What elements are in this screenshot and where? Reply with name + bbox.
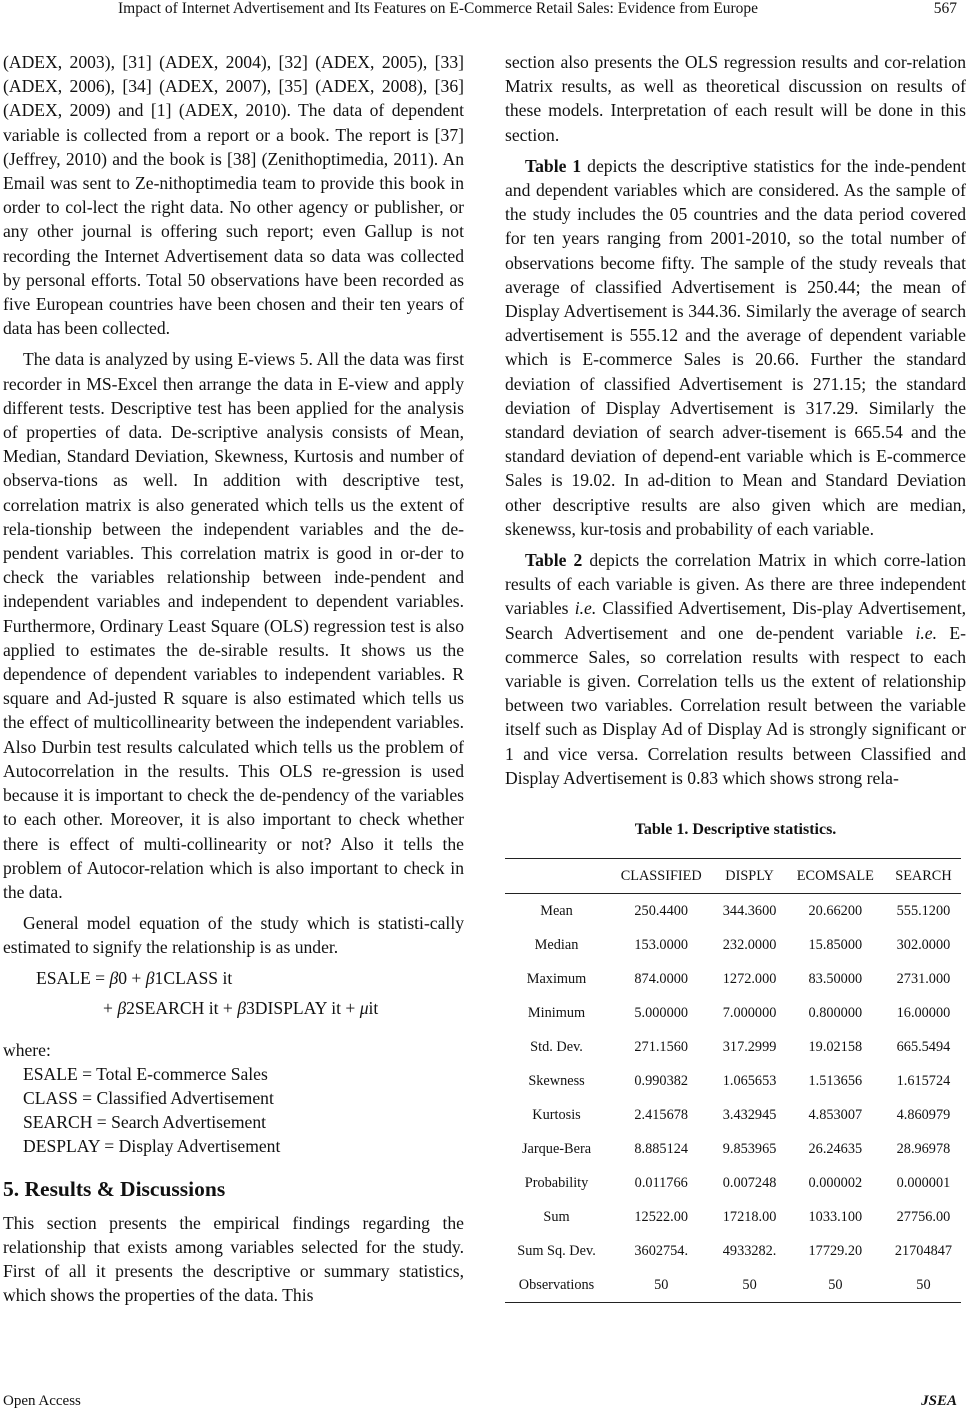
table-cell: 9.853965 xyxy=(722,1141,777,1158)
row-label: Observations xyxy=(505,1268,608,1303)
right-paragraph-3: Table 2 depicts the correlation Matrix in which corre-lation results of each variable is given. As there are three independent variables i.e. Classified Advertisement, Dis-play Advertisement, Search Advertisement and one de-pendent variable i.e. E-commerce Sales, so correlation results with respect to each variable is given. Correlation tells us the extent of relationship between two variables. Correlation result between the variable itself such as Display Ad of Display Ad is strongly significant or 1 and vice versa. Correlation results between Classified and Display Advertisement is 0.83 which shows strong rela- xyxy=(505,550,967,788)
table-row xyxy=(505,1200,961,1234)
table-cell: 83.50000 xyxy=(808,971,863,988)
table-cell: 50 xyxy=(785,1268,886,1303)
right-paragraph-1: section also presents the OLS regression results and cor-relation Matrix results, as well as theoretical discussion on results of these models. Interpretation of each result will be done in this section. xyxy=(505,52,966,145)
table-cell: 665.5494 xyxy=(896,1039,951,1056)
table-cell: 50 xyxy=(714,1268,784,1303)
table-cell: 302.0000 xyxy=(896,937,951,954)
table-row xyxy=(505,1030,961,1064)
definition-display: DESPLAY = Display Advertisement xyxy=(23,1136,281,1157)
table-row xyxy=(505,1132,961,1166)
table-cell: 5.000000 xyxy=(634,1005,689,1022)
right-paragraph-2: Table 1 depicts the descriptive statistics for the inde-pendent and dependent variables which are considered. As the sample of the study includes the 05 countries and the data period covered for ten years ranging from 2001-2010, so the total number of observations become fifty. The sample of the study reveals that average of classified Advertisement is 250.44; the mean of Display Advertisement is 344.36. Similarly the average of search advertisement is 555.12 and the average of dependent variable which is E-commerce Sales is 20.66. Further the standard deviation of classified Advertisement is 271.15; the standard deviation of Display Advertisement is 317.29. Similarly the standard deviation of search adver-tisement is 665.54 and the standard deviation of depend-ent variable which is E-commerce Sales is 19.02. In ad-dition to Mean and Standard Deviation other descriptive results are also given which are median, skenewss, kur-tosis and probability of each variable. xyxy=(505,155,967,539)
table-2-reference: Table 2 xyxy=(525,550,583,571)
table-cell: 1.513656 xyxy=(808,1073,863,1090)
table-cell: 0.000002 xyxy=(808,1175,863,1192)
table-cell: 1272.000 xyxy=(722,971,777,988)
table-cell: 17218.00 xyxy=(722,1209,777,1226)
header-cell: ECOMSALE xyxy=(785,859,886,894)
table-caption: Table 1. Descriptive statistics. xyxy=(634,821,837,839)
page-number: 567 xyxy=(933,0,957,17)
row-label: Kurtosis xyxy=(532,1107,581,1124)
row-label: Maximum xyxy=(526,971,587,988)
table-cell: 271.1560 xyxy=(634,1039,689,1056)
left-paragraph-3: General model equation of the study which is statisti-cally estimated to signify the relationship is as under. xyxy=(3,913,464,958)
table-cell: 344.3600 xyxy=(722,903,777,920)
right-column xyxy=(505,50,966,1303)
table-cell: 0.990382 xyxy=(634,1073,689,1090)
table-cell: 1.065653 xyxy=(722,1073,777,1090)
page-header xyxy=(0,0,969,24)
table-row xyxy=(505,1064,961,1098)
table-row xyxy=(505,1268,961,1303)
table-cell: 0.000001 xyxy=(896,1175,951,1192)
table-cell: 4.853007 xyxy=(808,1107,863,1124)
row-label: Sum xyxy=(543,1209,570,1226)
left-paragraph-4: This section presents the empirical findings regarding the relationship that exists among variables selected for the study. First of all it presents the descriptive or summary statistics, which shows the properties of the data. This xyxy=(3,1212,464,1306)
table-cell: 250.4400 xyxy=(634,903,689,920)
where-label: where: xyxy=(3,1039,51,1060)
table-cell: 3.432945 xyxy=(722,1107,777,1124)
header-cell: DISPLY xyxy=(714,859,784,894)
table-cell: 0.007248 xyxy=(722,1175,777,1192)
row-label: Minimum xyxy=(527,1005,586,1022)
model-equation xyxy=(3,966,464,1022)
section-heading: 5. Results & Discussions xyxy=(3,1176,226,1201)
table-cell: 1033.100 xyxy=(808,1209,863,1226)
table-row xyxy=(505,996,961,1030)
row-label: Mean xyxy=(540,903,573,920)
table-cell: 0.011766 xyxy=(634,1175,688,1192)
row-label: Skewness xyxy=(528,1073,585,1090)
row-label: Jarque-Bera xyxy=(521,1141,592,1158)
table-cell: 20.66200 xyxy=(808,903,863,920)
row-label: Sum Sq. Dev. xyxy=(517,1243,596,1260)
table-cell: 555.1200 xyxy=(896,903,951,920)
running-title: Impact of Internet Advertisement and Its Features on E-Commerce Retail Sales: Evidence from Europe xyxy=(118,0,759,17)
row-label: Probability xyxy=(524,1175,589,1192)
table-cell: 7.000000 xyxy=(722,1005,777,1022)
left-paragraph-2: The data is analyzed by using E-views 5. All the data was first recorder in MS-Excel then arrange the data in E-view and apply different tests. Descriptive test has been applied for the analysis of properties of data. De-scriptive analysis consists of Mean, Median, Standard Deviation, Skewness, Kurtosis and number of observa-tions as well. In addition with descriptive test, correlation matrix is also generated which tells us the extent of rela-tionship between the independent variables and the de-pendent variables. This correlation matrix is good in or-der to check the variables relationship between inde-pendent and independent variables and independent to dependent variables. Furthermore, Ordinary Least Square (OLS) regression test is also applied to estimates the de-sirable results. It shows us the dependence of dependent variables to independent variables. R square and Ad-justed R square is also estimated which tells us the effect of multicollinearity between the independent variables. Also Durbin test results calculated which tells us the problem of Autocorrelation in the results. This OLS re-gression is used because it is important to check the de-pendency of the variables to each other. Moreover, it is also important to check whether there is effect of multi-collinearity or not? Also it tells the problem of Autocor-relation which is also important to check in the data. xyxy=(3,349,464,902)
table-1-reference: Table 1 xyxy=(525,155,582,176)
definition-esale: ESALE = Total E-commerce Sales xyxy=(23,1063,268,1084)
table-cell: 50 xyxy=(608,1268,714,1303)
left-paragraph-1: (ADEX, 2003), [31] (ADEX, 2004), [32] (ADEX, 2005), [33] (ADEX, 2006), [34] (ADEX, 2007), [35] (ADEX, 2008), [36] (ADEX, 2009) and [1] (ADEX, 2010). The data of dependent variable is collected from a report or a book. The report is [37] (Jeffrey, 2010) and the book is [38] (Zenithoptimedia, 2011). An Email was sent to Ze-nithoptimedia team to provide this book in order to col-lect the right data. No other agency or publisher, or any other journal is offering such report; even Gallup is not recording the Internet Advertisement data so data was collected by personal efforts. Total 50 observations have been recorded as five European countries have been chosen and their ten years of data has been collected. xyxy=(3,52,464,339)
table-cell: 17729.20 xyxy=(808,1243,863,1260)
definition-search: SEARCH = Search Advertisement xyxy=(23,1112,267,1133)
equation-line-1: ESALE = β0 + β1CLASS it xyxy=(36,967,233,988)
table-cell: 27756.00 xyxy=(896,1209,951,1226)
table-cell: 4.860979 xyxy=(896,1107,951,1124)
row-label: Median xyxy=(534,937,579,954)
table-cell: 16.00000 xyxy=(896,1005,951,1022)
header-cell: SEARCH xyxy=(886,859,961,894)
table-cell: 232.0000 xyxy=(722,937,777,954)
table-row xyxy=(505,1234,961,1268)
table-row xyxy=(505,1098,961,1132)
table-row xyxy=(505,1166,961,1200)
table-cell: 12522.00 xyxy=(634,1209,689,1226)
table-cell: 4933282. xyxy=(722,1243,777,1260)
header-cell xyxy=(505,859,608,894)
table-cell: 2731.000 xyxy=(896,971,951,988)
table-cell: 21704847 xyxy=(894,1243,953,1260)
table-cell: 15.85000 xyxy=(808,937,863,954)
table-cell: 1.615724 xyxy=(896,1073,951,1090)
table-cell: 0.800000 xyxy=(808,1005,863,1022)
table-cell: 317.2999 xyxy=(722,1039,777,1056)
open-access-label: Open Access xyxy=(3,1393,81,1409)
table-cell: 50 xyxy=(886,1268,961,1303)
table-cell: 19.02158 xyxy=(808,1039,863,1056)
table-cell: 26.24635 xyxy=(808,1141,863,1158)
table-cell: 8.885124 xyxy=(634,1141,689,1158)
table-row xyxy=(505,894,961,929)
table-cell: 2.415678 xyxy=(634,1107,689,1124)
table-cell: 28.96978 xyxy=(896,1141,951,1158)
table-cell: 874.0000 xyxy=(634,971,689,988)
table-row xyxy=(505,928,961,962)
table-cell: 3602754. xyxy=(634,1243,689,1260)
table-cell: 153.0000 xyxy=(634,937,689,954)
row-label: Std. Dev. xyxy=(530,1039,583,1056)
definition-class: CLASS = Classified Advertisement xyxy=(23,1087,274,1108)
table-row xyxy=(505,962,961,996)
journal-abbreviation: JSEA xyxy=(921,1393,957,1409)
header-cell: CLASSIFIED xyxy=(608,859,714,894)
equation-line-2: + β2SEARCH it + β3DISPLAY it + μit xyxy=(103,997,379,1018)
table-header-row xyxy=(505,859,961,894)
left-column xyxy=(3,50,464,1307)
descriptive-statistics-table xyxy=(505,858,961,1303)
